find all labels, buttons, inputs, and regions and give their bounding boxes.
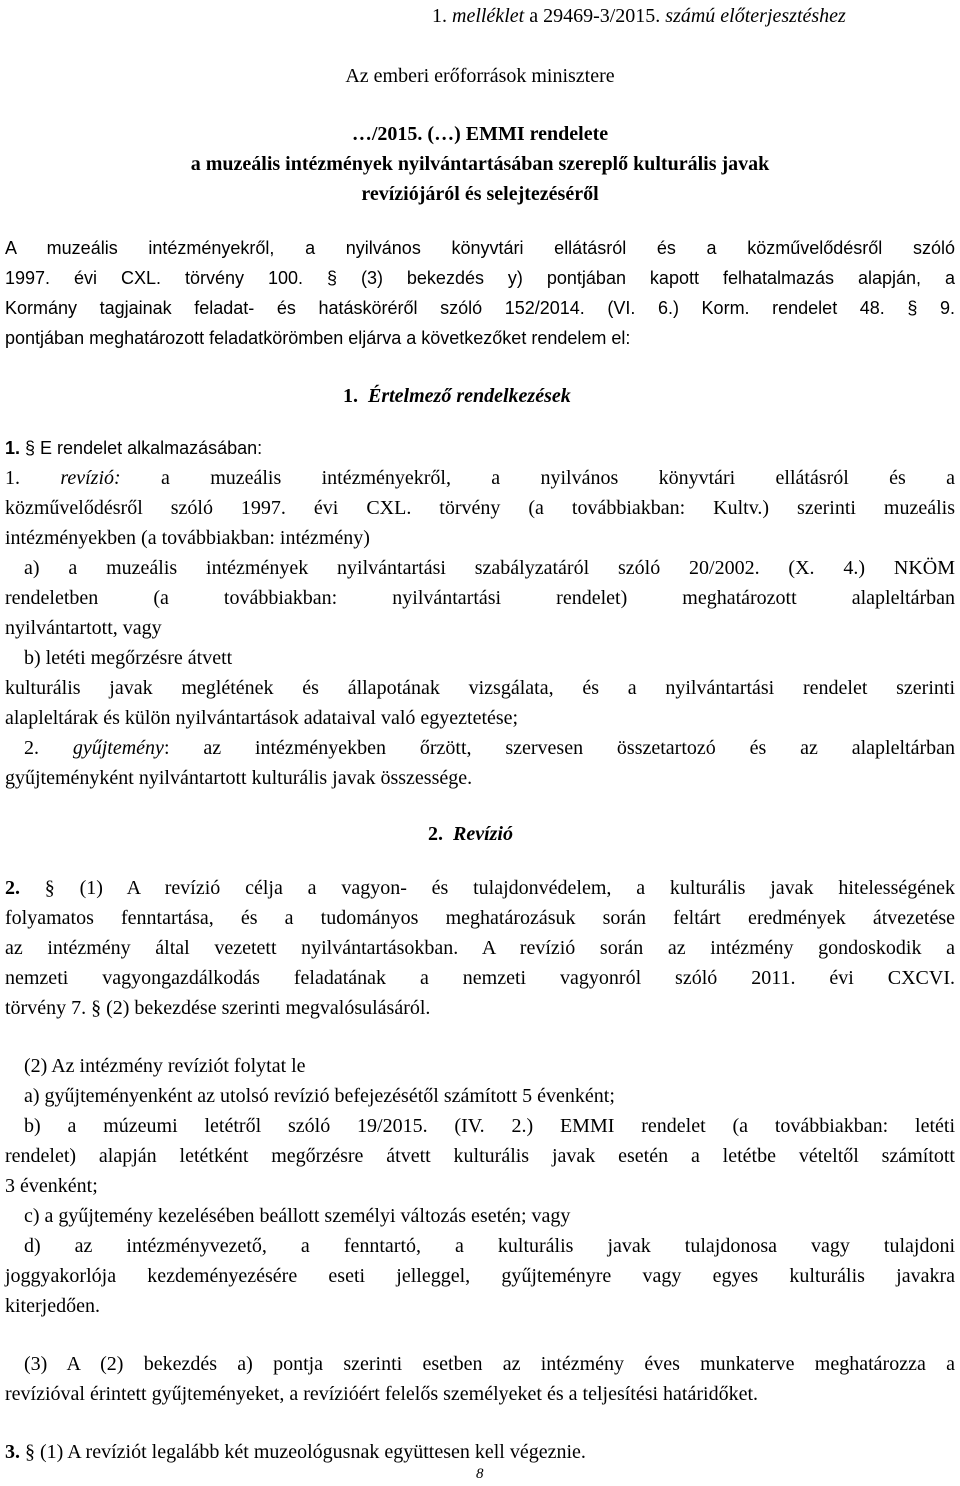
paragraph-line: folyamatos fenntartása, és a tudományos meghatározásuk során feltárt eredmények átvezetése [5, 907, 955, 929]
paragraph-line: 3. § (1) A revíziót legalább két muzeológusnak együttesen kell végeznie. [5, 1441, 586, 1463]
preamble-line: pontjában meghatározott feladatkörömben eljárva a következőket rendelem el: [5, 328, 631, 348]
definition-line: a) a muzeális intézmények nyilvántartási szabályzatáról szóló 20/2002. (X. 4.) NKÖM [24, 557, 955, 579]
paragraph-line: az intézmény által vezetett nyilvántartásokban. A revízió során az intézmény gondoskodik a [5, 937, 955, 959]
preamble-line: A muzeális intézményekről, a nyilvános könyvtári ellátásról és a közművelődésről szóló [5, 238, 955, 258]
paragraph-line: törvény 7. § (2) bekezdése szerinti megvalósulásáról. [5, 997, 431, 1019]
paragraph-intro: 1. § E rendelet alkalmazásában: [5, 438, 263, 458]
definition-line: alapleltárak és külön nyilvántartások adataival való egyeztetése; [5, 707, 519, 729]
paragraph-line: a) gyűjteményenként az utolsó revízió befejezésétől számított 5 évenként; [24, 1085, 615, 1107]
definition-line: b) letéti megőrzésre átvett [24, 647, 233, 669]
paragraph-line: 3 évenként; [5, 1175, 98, 1197]
decree-title-line3: revíziójáról és selejtezéséről [361, 183, 599, 205]
definition-line: rendeletben (a továbbiakban: nyilvántartási rendelet) meghatározott alapleltárban [5, 587, 955, 609]
preamble-line: 1997. évi CXL. törvény 100. § (3) bekezdés y) pontjában kapott felhatalmazás alapján, a [5, 268, 955, 288]
paragraph-line: kiterjedően. [5, 1295, 100, 1317]
page-number: 8 [476, 1466, 484, 1482]
definition-line: közművelődésről szóló 1997. évi CXL. törvény (a továbbiakban: Kultv.) szerinti muzeális [5, 497, 955, 519]
paragraph-line: (3) A (2) bekezdés a) pontja szerinti esetben az intézmény éves munkaterve meghatározza a [24, 1353, 955, 1375]
definition-line: nyilvántartott, vagy [5, 617, 162, 639]
paragraph-line: d) az intézményvezető, a fenntartó, a kulturális javak tulajdonosa vagy tulajdoni [24, 1235, 955, 1257]
paragraph-line: b) a múzeumi letétről szóló 19/2015. (IV. 2.) EMMI rendelet (a továbbiakban: letéti [24, 1115, 955, 1137]
section-heading: 1. Értelmező rendelkezések [343, 385, 571, 407]
definition-line: intézményekben (a továbbiakban: intézmény) [5, 527, 370, 549]
paragraph-line: rendelet) alapján letétként megőrzésre átvett kulturális javak esetén a letétbe vételtől számított [5, 1145, 955, 1167]
section-heading: 2. Revízió [428, 823, 513, 845]
decree-title-line1: …/2015. (…) EMMI rendelete [351, 123, 609, 145]
preamble-line: Kormány tagjainak feladat- és hatásköréről szóló 152/2014. (VI. 6.) Korm. rendelet 48. § 9. [5, 298, 955, 318]
definition-line: 2. gyűjtemény: az intézményekben őrzött, szervesen összetartozó és az alapleltárban [24, 737, 955, 759]
paragraph-line: c) a gyűjtemény kezelésében beállott személyi változás esetén; vagy [24, 1205, 571, 1227]
paragraph-line: (2) Az intézmény revíziót folytat le [24, 1055, 306, 1077]
paragraph-line: 2. § (1) A revízió célja a vagyon- és tulajdonvédelem, a kulturális javak hitelességének [5, 877, 955, 899]
decree-title-line2: a muzeális intézmények nyilvántartásában szereplő kulturális javak [190, 153, 770, 175]
definition-line: gyűjteményként nyilvántartott kulturális javak összessége. [5, 767, 473, 789]
paragraph-line: joggyakorlója kezdeményezésére eseti jelleggel, gyűjteményre vagy egyes kulturális javakra [5, 1265, 955, 1287]
issuer: Az emberi erőforrások minisztere [345, 65, 615, 87]
definition-line: 1. revízió: a muzeális intézményekről, a nyilvános könyvtári ellátásról és a [5, 467, 956, 489]
paragraph-line: nemzeti vagyongazdálkodás feladatának a nemzeti vagyonról szóló 2011. évi CXCVI. [5, 967, 955, 989]
definition-line: kulturális javak meglétének és állapotának vizsgálata, és a nyilvántartási rendelet szerinti [5, 677, 955, 699]
paragraph-line: revízióval érintett gyűjteményeket, a revízióért felelős személyeket és a teljesítési határidőket. [5, 1383, 759, 1405]
annex-reference: 1. melléklet a 29469-3/2015. számú előterjesztéshez [432, 5, 846, 27]
